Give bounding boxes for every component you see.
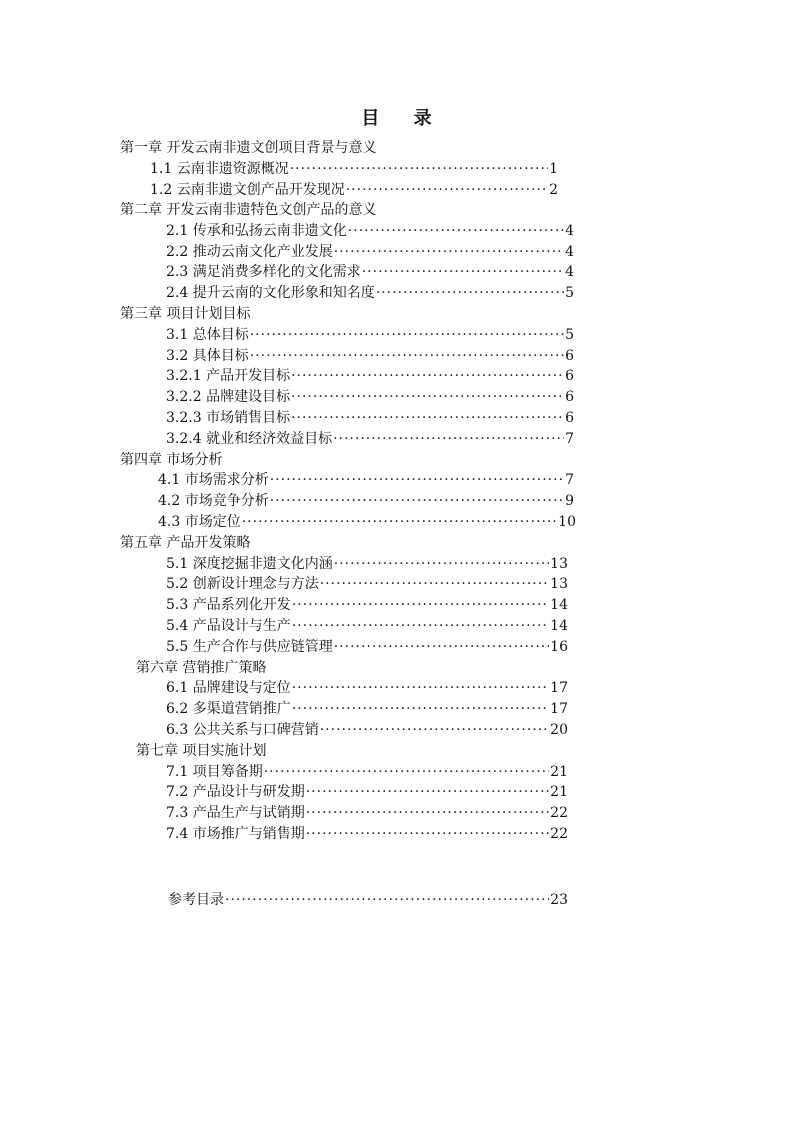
toc-entry-label: 5.3 产品系列化开发	[166, 597, 291, 613]
dot-leader	[292, 699, 549, 719]
toc-entry-page: 22	[550, 826, 568, 842]
toc-entry[interactable]	[158, 512, 576, 532]
toc-entry-label: 3.2.1 产品开发目标	[166, 368, 291, 384]
dot-leader	[306, 782, 549, 802]
toc-entry[interactable]	[166, 366, 574, 386]
toc-entry-label: 2.3 满足消费多样化的文化需求	[166, 264, 361, 280]
chapter-heading[interactable]: 第三章 项目计划目标	[120, 306, 251, 322]
toc-entry-page: 21	[550, 784, 568, 800]
chapter-heading[interactable]: 第五章 产品开发策略	[120, 535, 251, 551]
toc-entry-page: 7	[565, 472, 574, 488]
dot-leader	[333, 429, 564, 449]
toc-entry[interactable]	[166, 824, 568, 844]
dot-leader	[348, 221, 564, 241]
toc-entry-page: 4	[565, 223, 574, 239]
toc-entry-label: 3.2.3 市场销售目标	[166, 410, 291, 426]
dot-leader	[362, 262, 564, 282]
toc-title: 目 录	[361, 108, 446, 129]
dot-leader	[291, 408, 564, 428]
toc-entry-label: 3.1 总体目标	[166, 327, 249, 343]
dot-leader	[306, 803, 549, 823]
toc-entry-label: 6.1 品牌建设与定位	[166, 680, 291, 696]
toc-entry-page: 9	[565, 493, 574, 509]
dot-leader	[242, 512, 557, 532]
toc-entry-label: 6.2 多渠道营销推广	[166, 701, 291, 717]
toc-entry-label: 7.1 项目筹备期	[166, 764, 263, 780]
toc-entry[interactable]	[166, 221, 574, 241]
toc-entry[interactable]	[166, 616, 568, 636]
toc-entry-label: 3.2.4 就业和经济效益目标	[166, 431, 333, 447]
toc-entry[interactable]	[166, 325, 574, 345]
dot-leader	[250, 325, 564, 345]
chapter-heading[interactable]: 第一章 开发云南非遗文创项目背景与意义	[120, 140, 377, 156]
dot-leader	[291, 366, 564, 386]
toc-entry-page: 4	[565, 264, 574, 280]
toc-entry-page: 6	[565, 368, 574, 384]
toc-entry[interactable]	[166, 262, 574, 282]
toc-entry-page: 6	[565, 389, 574, 405]
toc-entry-label: 2.2 推动云南文化产业发展	[166, 244, 333, 260]
toc-entry-page: 21	[550, 764, 568, 780]
dot-leader	[292, 595, 549, 615]
chapter-heading[interactable]: 第七章 项目实施计划	[136, 743, 267, 759]
toc-entry-references[interactable]	[168, 890, 568, 910]
dot-leader	[346, 180, 548, 200]
toc-entry[interactable]	[166, 346, 574, 366]
toc-entry[interactable]	[166, 429, 574, 449]
dot-leader	[270, 491, 564, 511]
toc-entry-page: 17	[550, 701, 568, 717]
toc-entry-label: 2.1 传承和弘扬云南非遗文化	[166, 223, 347, 239]
chapter-heading[interactable]: 第二章 开发云南非遗特色文创产品的意义	[120, 202, 377, 218]
dot-leader	[292, 678, 549, 698]
dot-leader	[306, 824, 549, 844]
toc-entry[interactable]	[166, 637, 568, 657]
toc-entry-label: 3.2.2 品牌建设目标	[166, 389, 291, 405]
toc-entry-page: 20	[550, 722, 568, 738]
toc-entry[interactable]	[166, 678, 568, 698]
chapter-heading[interactable]: 第四章 市场分析	[120, 452, 223, 468]
toc-entry-page: 13	[550, 556, 568, 572]
toc-entry[interactable]	[166, 408, 574, 428]
toc-entry-page: 5	[565, 327, 574, 343]
toc-entry[interactable]	[158, 470, 574, 490]
toc-entry-page: 1	[549, 161, 558, 177]
toc-entry-label: 3.2 具体目标	[166, 348, 249, 364]
chapter-heading[interactable]: 第六章 营销推广策略	[136, 660, 267, 676]
toc-entry-label: 5.1 深度挖掘非遗文化内涵	[166, 556, 333, 572]
dot-leader	[292, 616, 549, 636]
toc-entry-page: 5	[565, 285, 574, 301]
toc-entry-page: 14	[550, 618, 568, 634]
toc-entry-page: 14	[550, 597, 568, 613]
dot-leader	[264, 762, 549, 782]
toc-entry[interactable]	[166, 595, 568, 615]
toc-entry-page: 22	[550, 805, 568, 821]
toc-entry[interactable]	[166, 574, 568, 594]
dot-leader	[291, 387, 564, 407]
toc-entry-page: 7	[565, 431, 574, 447]
toc-entry-label: 1.1 云南非遗资源概况	[150, 161, 289, 177]
toc-entry[interactable]	[166, 554, 568, 574]
dot-leader	[225, 890, 549, 910]
toc-entry-page: 16	[550, 639, 568, 655]
dot-leader	[334, 637, 549, 657]
toc-entry-label: 6.3 公共关系与口碑营销	[166, 722, 319, 738]
toc-entry-label: 4.3 市场定位	[158, 514, 241, 530]
toc-entry-page: 10	[558, 514, 576, 530]
dot-leader	[334, 242, 564, 262]
toc-entry[interactable]	[166, 762, 568, 782]
toc-entry[interactable]	[166, 387, 574, 407]
dot-leader	[290, 159, 548, 179]
toc-entry[interactable]	[166, 782, 568, 802]
toc-entry[interactable]	[166, 242, 574, 262]
toc-entry-page: 17	[550, 680, 568, 696]
dot-leader	[250, 346, 564, 366]
dot-leader	[320, 574, 549, 594]
toc-entry-label: 2.4 提升云南的文化形象和知名度	[166, 285, 375, 301]
toc-entry[interactable]	[166, 283, 574, 303]
dot-leader	[270, 470, 564, 490]
toc-entry-label: 7.4 市场推广与销售期	[166, 826, 305, 842]
toc-entry-label: 5.4 产品设计与生产	[166, 618, 291, 634]
toc-entry-page: 23	[550, 892, 568, 908]
toc-entry[interactable]	[166, 699, 568, 719]
toc-entry[interactable]	[150, 180, 558, 200]
toc-entry-label: 1.2 云南非遗文创产品开发现况	[150, 182, 345, 198]
toc-entry-page: 4	[565, 244, 574, 260]
toc-entry-page: 6	[565, 410, 574, 426]
toc-entry[interactable]	[150, 159, 558, 179]
toc-entry-page: 2	[549, 182, 558, 198]
toc-entry-page: 13	[550, 576, 568, 592]
toc-entry-label: 7.3 产品生产与试销期	[166, 805, 305, 821]
toc-entry-label: 参考目录	[168, 892, 224, 908]
toc-entry-label: 5.2 创新设计理念与方法	[166, 576, 319, 592]
toc-entry[interactable]	[166, 803, 568, 823]
toc-entry-label: 5.5 生产合作与供应链管理	[166, 639, 333, 655]
toc-entry-label: 7.2 产品设计与研发期	[166, 784, 305, 800]
toc-entry-page: 6	[565, 348, 574, 364]
dot-leader	[320, 720, 549, 740]
toc-entry[interactable]	[166, 720, 568, 740]
dot-leader	[334, 554, 549, 574]
toc-entry-label: 4.1 市场需求分析	[158, 472, 269, 488]
dot-leader	[376, 283, 564, 303]
toc-entry-label: 4.2 市场竞争分析	[158, 493, 269, 509]
toc-entry[interactable]	[158, 491, 574, 511]
